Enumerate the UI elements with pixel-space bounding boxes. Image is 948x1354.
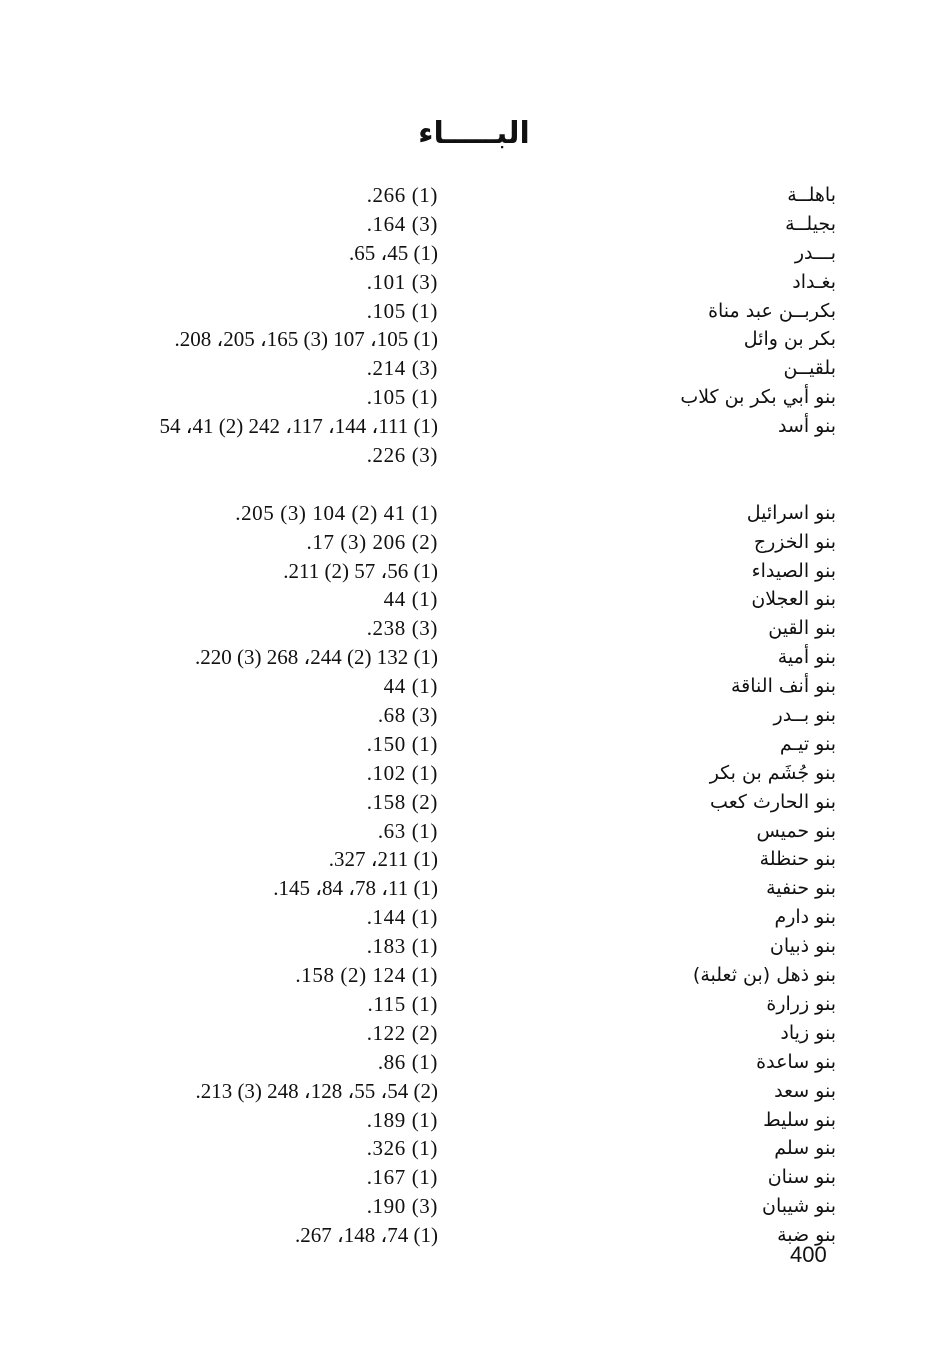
entry-name: بلقيــن xyxy=(783,357,836,380)
entry-page-refs: .213 (3) 248 ،128 ،55 ،54 (2) xyxy=(195,1078,438,1103)
index-entry xyxy=(0,528,948,557)
entry-page-refs: .122 (2) xyxy=(366,1020,438,1045)
index-entry xyxy=(0,585,948,614)
entry-name: بغـداد xyxy=(792,270,836,293)
index-entry xyxy=(0,990,948,1019)
entry-name: بنو دارم xyxy=(774,906,836,929)
entry-page-refs: .144 (1) xyxy=(366,905,438,930)
entry-page-refs: .63 (1) xyxy=(377,818,438,843)
entry-name: بنو أنف الناقة xyxy=(730,675,836,698)
entry-name: بنو القين xyxy=(768,617,836,640)
entry-page-refs: .327 ،211 (1) xyxy=(328,847,438,872)
entry-name: بنو أمية xyxy=(777,646,836,669)
index-entry xyxy=(0,903,948,932)
entry-name: بنو زرارة xyxy=(766,992,836,1015)
index-entry xyxy=(0,354,948,383)
entry-page-refs: .214 (3) xyxy=(366,356,438,381)
entry-name: بنو حميس xyxy=(756,819,836,842)
entry-name: باهلــة xyxy=(787,184,836,206)
entry-page-refs: .183 (1) xyxy=(366,934,438,959)
index-entry xyxy=(0,412,948,441)
index-entry xyxy=(0,181,948,210)
entry-name: بنو اسرائيل xyxy=(746,501,836,524)
entry-name: بنو سعد xyxy=(774,1079,836,1102)
entry-page-refs: .238 (3) xyxy=(366,616,438,641)
entry-name: بنو الصيداء xyxy=(751,559,836,582)
entry-name: بنو الحارث كعب xyxy=(710,790,836,813)
entry-name: بـــدر xyxy=(794,241,836,264)
entry-name: بنو الخزرج xyxy=(753,530,836,553)
index-entry xyxy=(0,499,948,528)
page-number: 400 xyxy=(790,1242,827,1267)
index-entry xyxy=(0,961,948,990)
index-entry xyxy=(0,788,948,817)
index-entry xyxy=(0,441,948,470)
entry-name: بنو أبي بكر بن كلاب xyxy=(680,386,836,409)
index-entry xyxy=(0,643,948,672)
index-entry xyxy=(0,1106,948,1135)
index-entry xyxy=(0,845,948,874)
entry-name: بنو تيـم xyxy=(779,732,836,755)
entry-name: بنو شيبان xyxy=(761,1195,836,1218)
entry-page-refs: .267 ،148 ،74 (1) xyxy=(294,1223,438,1248)
index-entry xyxy=(0,874,948,903)
index-entry xyxy=(0,730,948,759)
entry-name: بنو حنفية xyxy=(766,877,836,900)
entry-page-refs: .164 (3) xyxy=(366,211,438,236)
entry-name: بنو أسد xyxy=(777,415,836,438)
index-entry xyxy=(0,1019,948,1048)
entry-page-refs: .190 (3) xyxy=(366,1194,438,1219)
entry-page-refs: .115 (1) xyxy=(367,991,438,1016)
entry-page-refs: .208 ،205 ،165 (3) 107 ،105 (1) xyxy=(174,327,438,352)
entry-page-refs: .226 (3) xyxy=(366,443,438,468)
index-entry xyxy=(0,672,948,701)
entry-name: بنو بــدر xyxy=(773,704,836,727)
entry-page-refs: .86 (1) xyxy=(377,1049,438,1074)
index-entry xyxy=(0,1048,948,1077)
entry-name: بكر بن وائل xyxy=(743,328,836,351)
index-entry xyxy=(0,239,948,268)
entry-page-refs: .105 (1) xyxy=(366,298,438,323)
entry-name: بنو جُشَم بن بكر xyxy=(709,761,836,784)
entry-name: بنو سلم xyxy=(774,1137,836,1160)
entry-name: بنو حنظلة xyxy=(759,848,836,871)
entry-page-refs: .205 (3) 104 (2) 41 (1) xyxy=(235,500,438,525)
entry-page-refs: 54 ،41 (2) 242 ،117 ،144 ،111 (1) xyxy=(159,414,438,439)
entry-name: بنو سنان xyxy=(767,1166,836,1189)
entry-name: بنو ساعدة xyxy=(756,1050,836,1073)
index-entry xyxy=(0,383,948,412)
page-heading: البـــــاء xyxy=(418,116,530,151)
entry-name: بنو ذهل (بن ثعلبة) xyxy=(692,964,836,987)
index-entry xyxy=(0,297,948,326)
index-entry xyxy=(0,470,948,499)
entry-page-refs: .101 (3) xyxy=(366,269,438,294)
index-entry xyxy=(0,1163,948,1192)
index-entry xyxy=(0,325,948,354)
entry-name: بنو سليط xyxy=(763,1108,836,1131)
entry-page-refs: .189 (1) xyxy=(366,1107,438,1132)
entry-page-refs: .167 (1) xyxy=(366,1165,438,1190)
index-entry xyxy=(0,557,948,586)
entry-page-refs: .102 (1) xyxy=(366,760,438,785)
entry-page-refs: .17 (3) 206 (2) xyxy=(306,529,438,554)
entry-page-refs: .266 (1) xyxy=(366,183,438,207)
entry-name: بكربــن عبد مناة xyxy=(708,299,836,322)
index-list xyxy=(0,181,948,1250)
index-entry xyxy=(0,701,948,730)
entry-page-refs: .145 ،84 ،78 ،11 (1) xyxy=(273,876,438,901)
index-entry xyxy=(0,268,948,297)
entry-page-refs: .326 (1) xyxy=(366,1136,438,1161)
entry-page-refs: .150 (1) xyxy=(366,731,438,756)
entry-page-refs: .105 (1) xyxy=(366,385,438,410)
entry-name: بجيلــة xyxy=(785,212,836,235)
entry-name: بنو العجلان xyxy=(751,588,836,611)
entry-page-refs: .158 (2) xyxy=(366,789,438,814)
index-entry xyxy=(0,759,948,788)
index-entry xyxy=(0,932,948,961)
index-entry xyxy=(0,210,948,239)
entry-page-refs: .211 (2) 57 ،56 (1) xyxy=(283,558,438,583)
entry-name: بنو ذبيان xyxy=(769,935,836,958)
entry-page-refs: .158 (2) 124 (1) xyxy=(295,963,438,988)
index-entry xyxy=(0,614,948,643)
entry-page-refs: 44 (1) xyxy=(383,674,438,699)
entry-name: بنو زياد xyxy=(780,1021,836,1044)
entry-page-refs: .68 (3) xyxy=(377,703,438,728)
index-entry xyxy=(0,1077,948,1106)
entry-page-refs: .65 ،45 (1) xyxy=(348,240,438,265)
entry-page-refs: .220 (3) 268 ،244 (2) 132 (1) xyxy=(195,645,438,670)
entry-name: بنو ضبة xyxy=(777,1224,836,1247)
index-entry xyxy=(0,817,948,846)
entry-page-refs: 44 (1) xyxy=(383,587,438,612)
index-entry xyxy=(0,1134,948,1163)
index-entry xyxy=(0,1192,948,1221)
